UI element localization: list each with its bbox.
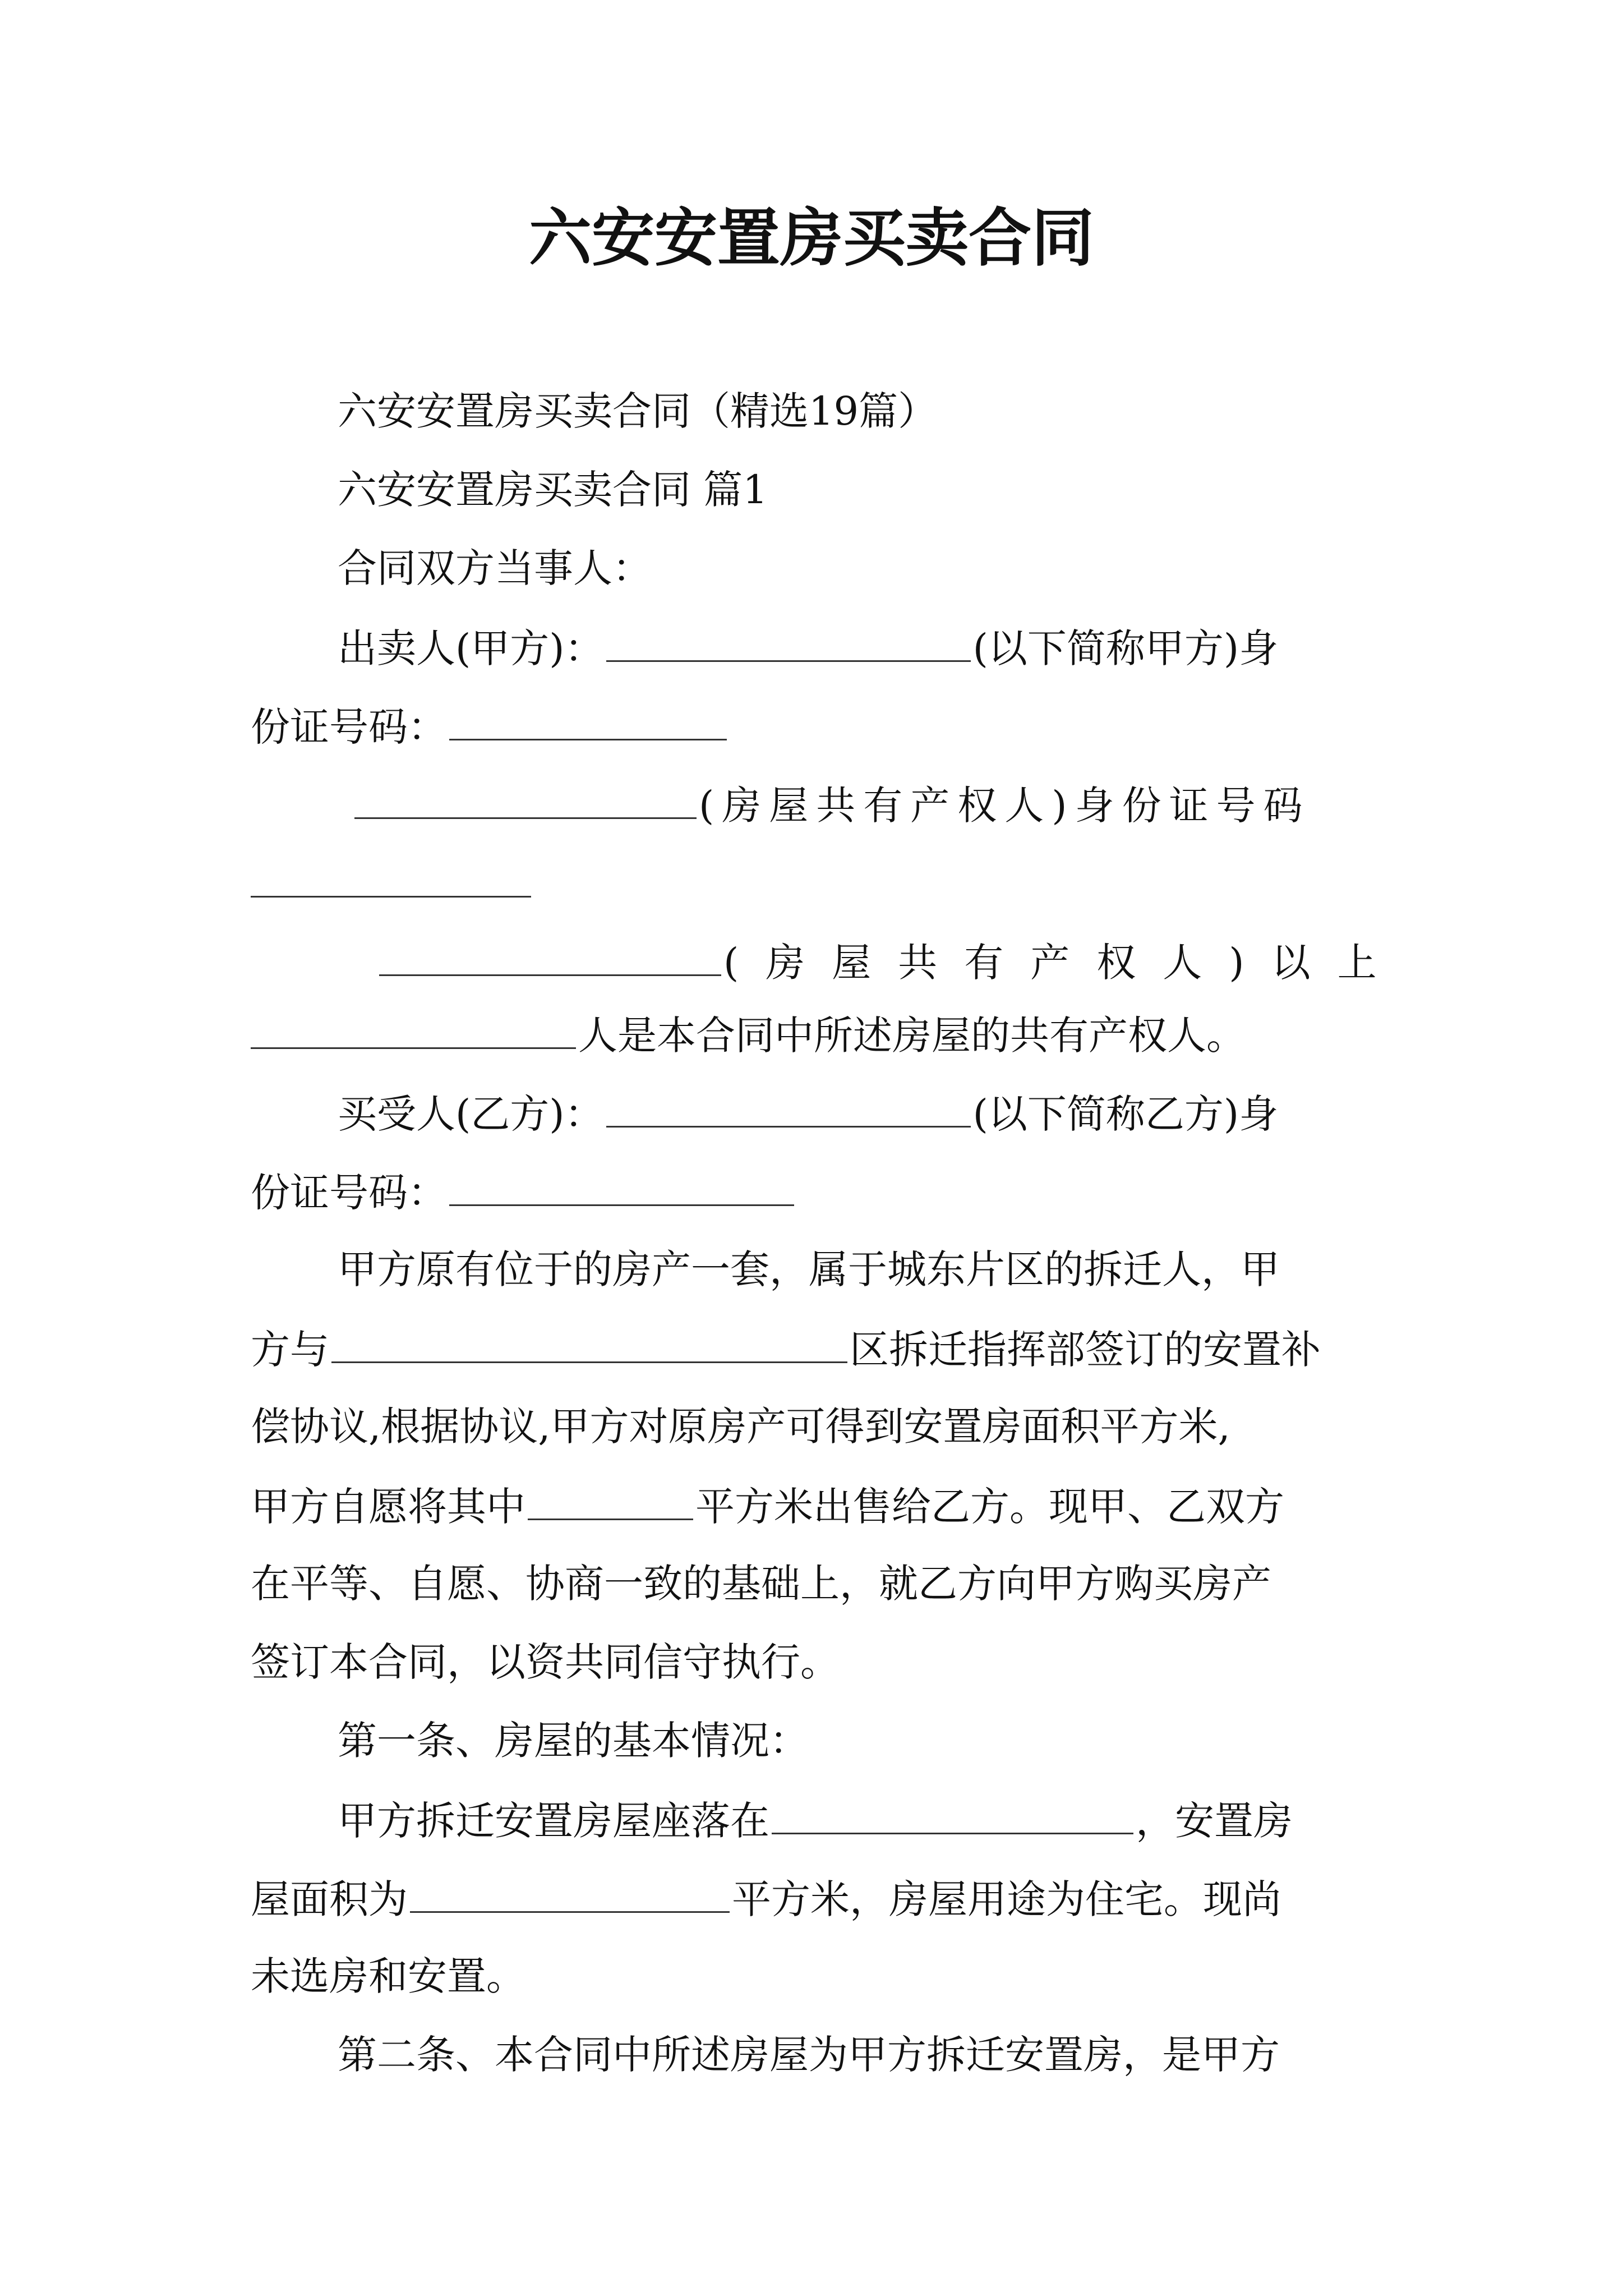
- property-area-blank[interactable]: [410, 1870, 730, 1913]
- article-1-heading: 第一条、房屋的基本情况：: [338, 1718, 809, 1764]
- buyer-name-blank[interactable]: [606, 1084, 971, 1128]
- background-line-5: 在平等、自愿、协商一致的基础上，就乙方向甲方购买房产: [251, 1561, 1271, 1607]
- background-line-4: [251, 1477, 1284, 1535]
- seller-id-line: [251, 697, 729, 755]
- buyer-line: [338, 1084, 1278, 1142]
- background-line-1: 甲方原有位于的房产一套，属于城东片区的拆迁人，甲: [338, 1246, 1280, 1292]
- seller-label: 出卖人(甲方)：: [338, 625, 604, 671]
- background-l2a: 方与: [251, 1327, 329, 1373]
- co-owner-1-name-blank[interactable]: [354, 776, 697, 819]
- document-title: 六安安置房买卖合同: [529, 201, 1094, 275]
- article-1-l1b: ，安置房: [1136, 1798, 1293, 1844]
- co-owner-2-continuation: 人是本合同中所述房屋的共有产权人。: [578, 1013, 1246, 1059]
- background-line-2: [251, 1320, 1321, 1378]
- article-2-line-1: 第二条、本合同中所述房屋为甲方拆迁安置房，是甲方: [338, 2032, 1280, 2078]
- seller-id-blank[interactable]: [449, 697, 727, 740]
- parties-label: 合同双方当事人：: [338, 545, 652, 591]
- article-1-line-1: [338, 1791, 1293, 1849]
- article-1-l2b: 平方米，房屋用途为住宅。现尚: [732, 1876, 1281, 1922]
- co-owner-2-line: [377, 933, 1404, 991]
- district-blank[interactable]: [331, 1320, 847, 1363]
- seller-line: [338, 619, 1278, 677]
- buyer-id-label: 份证号码：: [251, 1170, 447, 1216]
- property-location-blank[interactable]: [772, 1791, 1133, 1834]
- article-1-l1a: 甲方拆迁安置房屋座落在: [338, 1798, 769, 1844]
- co-owner-1-id-blank[interactable]: [251, 854, 531, 898]
- buyer-label: 买受人(乙方)：: [338, 1091, 604, 1137]
- section-heading: 六安安置房买卖合同 篇1: [338, 467, 768, 513]
- co-owner-1-line: [352, 776, 1311, 834]
- co-owner-2-continuation-line: [251, 1006, 1246, 1064]
- seller-alias: (以下简称甲方)身: [972, 625, 1279, 671]
- background-line-3: 偿协议,根据协议,甲方对原房产可得到安置房面积平方米,: [251, 1404, 1230, 1450]
- background-l2b: 区拆迁指挥部签订的安置补: [850, 1327, 1321, 1373]
- co-owner-2-text: (房屋共有产权人)以上: [723, 940, 1404, 986]
- buyer-id-blank[interactable]: [449, 1163, 794, 1206]
- document-subtitle: 六安安置房买卖合同（精选19篇）: [338, 388, 938, 434]
- buyer-id-line: [251, 1163, 796, 1221]
- article-1-line-2: [251, 1870, 1281, 1927]
- article-1-line-3: 未选房和安置。: [251, 1953, 525, 1999]
- buyer-alias: (以下简称乙方)身: [972, 1091, 1279, 1137]
- background-line-6: 签订本合同，以资共同信守执行。: [251, 1639, 840, 1685]
- background-l4b: 平方米出售给乙方。现甲、乙双方: [695, 1484, 1284, 1530]
- co-owner-1-text: (房屋共有产权人)身份证号码: [699, 783, 1311, 829]
- sale-area-blank[interactable]: [528, 1477, 693, 1520]
- seller-id-label: 份证号码：: [251, 704, 447, 750]
- co-owner-count-blank[interactable]: [251, 1006, 576, 1049]
- background-l4a: 甲方自愿将其中: [251, 1484, 525, 1530]
- co-owner-1-id-line: [251, 854, 533, 912]
- seller-name-blank[interactable]: [606, 619, 971, 662]
- article-1-l2a: 屋面积为: [251, 1876, 408, 1922]
- co-owner-2-name-blank[interactable]: [379, 933, 721, 976]
